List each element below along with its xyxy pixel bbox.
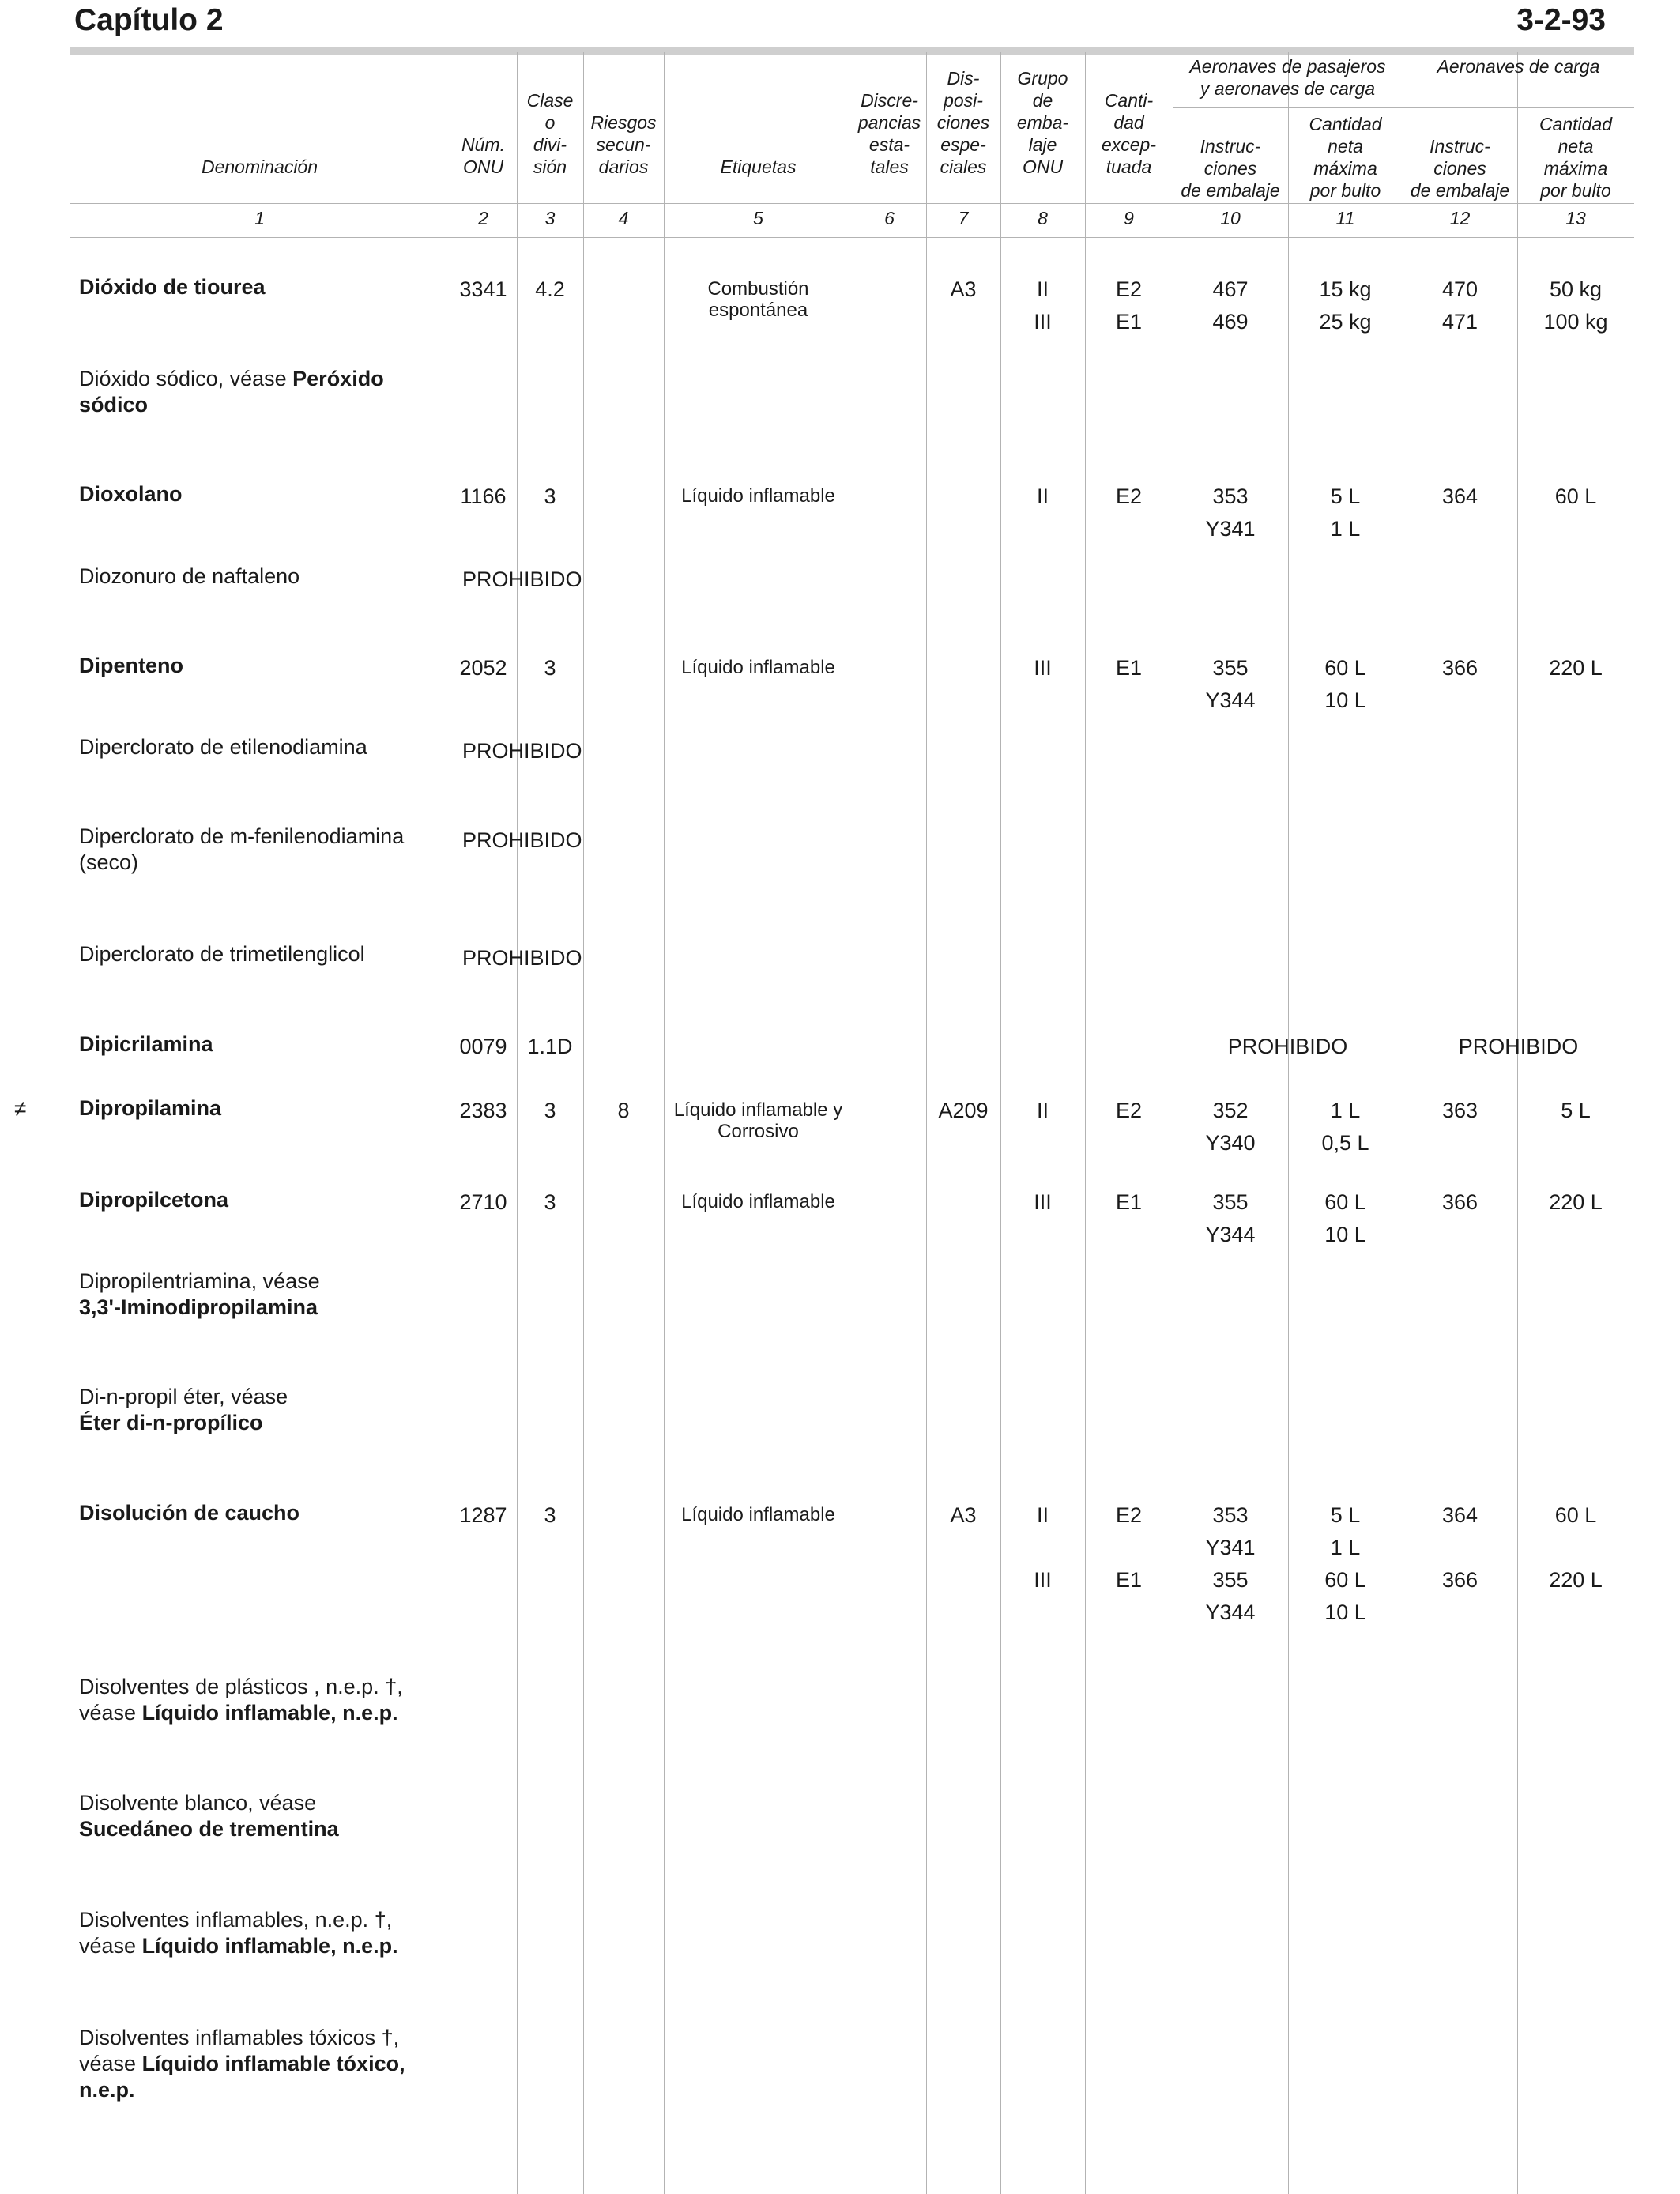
cell-qty-passenger: 5 L 1 L 60 L 10 L <box>1324 1503 1366 1624</box>
cell-pi-cargo: 470 471 <box>1441 277 1478 334</box>
cell-label: Líquido inflamable <box>681 485 835 507</box>
table-row-name: Dipropilentriamina, véase 3,3'-Iminodipropilamina <box>79 1269 320 1319</box>
cell-excepted-qty: E1 <box>1115 1190 1143 1214</box>
table-row-name: Diperclorato de trimetilenglicol <box>79 942 365 966</box>
cell-label: Líquido inflamable <box>681 657 835 678</box>
col-header-riesgos: Riesgos secun- darios <box>590 112 657 177</box>
cell-pi-passenger: 355 Y344 <box>1205 656 1256 712</box>
table-row-name: Diperclorato de m-fenilenodiamina (seco) <box>79 824 405 874</box>
cell-pi-passenger: 355 Y344 <box>1205 1190 1256 1246</box>
table-row-name: Disolventes inflamables, n.e.p. †, véase Líquido inflamable, n.e.p. <box>79 1908 398 1958</box>
cell-class: 3 <box>544 1503 556 1527</box>
cell-pi-passenger: 353 Y341 355 Y344 <box>1205 1503 1256 1624</box>
cell-un-number: 1166 <box>460 484 507 508</box>
cell-excepted-qty: E2 <box>1115 484 1143 508</box>
cell-un-number: 2383 <box>459 1099 507 1122</box>
cell-un-number: 3341 <box>459 277 507 301</box>
col-number: 12 <box>1449 208 1471 228</box>
cell-special-provisions: A3 <box>950 277 977 301</box>
cell-un-number: 2052 <box>459 656 507 680</box>
cell-class: 3 <box>544 1190 556 1214</box>
group-header-passenger-aircraft: Aeronaves de pasajeros y aeronaves de carga <box>1189 56 1386 99</box>
col-header-denominacion: Denominación <box>201 156 318 177</box>
col-number: 10 <box>1220 208 1241 228</box>
prohibited-status: PROHIBIDO <box>462 946 582 970</box>
cell-class: 3 <box>544 656 556 680</box>
cell-pi-cargo: 364 366 <box>1441 1503 1478 1592</box>
col-header-instrucciones-pax: Instruc- ciones de embalaje <box>1181 136 1280 201</box>
cell-label: Líquido inflamable <box>681 1504 835 1525</box>
table-row-name: Dipicrilamina <box>79 1032 213 1056</box>
cell-qty-cargo: 60 L 220 L <box>1549 1503 1603 1592</box>
cell-pi-passenger: 352 Y340 <box>1205 1099 1256 1155</box>
cell-qty-passenger: 60 L 10 L <box>1324 1190 1366 1246</box>
col-number: 9 <box>1124 208 1134 228</box>
cell-packing-group: II <box>1036 1099 1049 1122</box>
table-row-name: Dipropilcetona <box>79 1188 229 1212</box>
cell-qty-cargo: 60 L <box>1554 484 1597 508</box>
page-number: 3-2-93 <box>1516 3 1606 37</box>
cell-special-provisions: A209 <box>938 1099 989 1122</box>
column-number-rule <box>70 237 1634 238</box>
col-number: 4 <box>618 208 629 228</box>
col-header-grupo-embalaje: Grupo de emba- laje ONU <box>1016 68 1069 177</box>
cell-packing-group: III <box>1034 656 1052 680</box>
table-row-name: Disolventes inflamables tóxicos †, véase Líquido inflamable tóxico, n.e.p. <box>79 2026 405 2102</box>
cell-excepted-qty: E2 E1 <box>1115 1503 1143 1592</box>
cell-class: 4.2 <box>535 277 565 301</box>
cell-qty-passenger: 15 kg 25 kg <box>1319 277 1372 334</box>
cell-packing-group: II <box>1036 484 1049 508</box>
cell-pi-passenger: 353 Y341 <box>1205 484 1256 541</box>
table-row-name: Disolventes de plásticos , n.e.p. †, véase Líquido inflamable, n.e.p. <box>79 1675 403 1725</box>
cell-class: 3 <box>544 1099 556 1122</box>
cell-qty-cargo: 220 L <box>1549 656 1603 680</box>
group-header-rule <box>1173 107 1634 108</box>
col-header-discrepancias: Discre- pancias esta- tales <box>857 90 921 177</box>
prohibited-status: PROHIBIDO <box>462 828 582 852</box>
cell-subsidiary-risk: 8 <box>617 1099 630 1122</box>
cell-pi-cargo: 363 <box>1441 1099 1478 1122</box>
table-row-name: Dipenteno <box>79 654 183 677</box>
cell-qty-cargo: 50 kg 100 kg <box>1543 277 1608 334</box>
cell-pi-passenger: 467 469 <box>1212 277 1249 334</box>
cell-special-provisions: A3 <box>950 1503 977 1527</box>
col-header-cantidad-pax: Cantidad neta máxima por bulto <box>1309 114 1382 201</box>
col-header-cantidad-exceptuada: Canti- dad excep- tuada <box>1101 90 1157 177</box>
cell-un-number: 1287 <box>459 1503 507 1527</box>
cell-excepted-qty: E1 <box>1115 656 1143 680</box>
col-header-clase: Clase o divi- sión <box>526 90 574 177</box>
cell-label: Líquido inflamable y Corrosivo <box>673 1099 843 1142</box>
table-row-name: Dióxido sódico, véase Peróxido sódico <box>79 367 384 417</box>
cell-packing-group: II III <box>1034 1503 1052 1592</box>
col-number: 1 <box>254 208 265 228</box>
header-bottom-rule <box>70 203 1634 204</box>
cell-label: Líquido inflamable <box>681 1191 835 1212</box>
cell-un-number: 2710 <box>459 1190 507 1214</box>
cell-qty-cargo: 5 L <box>1561 1099 1591 1122</box>
cell-pi-cargo: 366 <box>1441 1190 1478 1214</box>
col-number: 7 <box>958 208 969 228</box>
col-number: 11 <box>1335 208 1355 228</box>
table-row-name: Dipropilamina <box>79 1096 222 1120</box>
table-row-name: Disolvente blanco, véase Sucedáneo de trementina <box>79 1791 339 1841</box>
cell-excepted-qty: E2 E1 <box>1115 277 1143 334</box>
cell-packing-group: II III <box>1034 277 1052 334</box>
col-header-cantidad-cargo: Cantidad neta máxima por bulto <box>1539 114 1613 201</box>
col-header-etiquetas: Etiquetas <box>720 156 797 177</box>
cell-qty-passenger: 5 L 1 L <box>1330 484 1361 541</box>
table-row-name: Disolución de caucho <box>79 1501 300 1525</box>
prohibited-status: PROHIBIDO <box>462 739 582 763</box>
cell-class: 1.1D <box>527 1035 573 1058</box>
table-row-name: Di-n-propil éter, véase Éter di-n-propílico <box>79 1385 288 1434</box>
cell-pi-cargo: 364 <box>1441 484 1478 508</box>
table-row-name: Diozonuro de naftaleno <box>79 564 300 588</box>
cell-qty-passenger: 1 L 0,5 L <box>1321 1099 1369 1155</box>
col-number: 8 <box>1038 208 1048 228</box>
prohibited-status: PROHIBIDO <box>462 567 582 591</box>
prohibited-status-cargo: PROHIBIDO <box>1458 1035 1579 1058</box>
col-number: 2 <box>478 208 488 228</box>
col-number: 6 <box>884 208 895 228</box>
col-number: 3 <box>544 208 556 228</box>
col-header-disposiciones: Dis- posi- ciones espe- ciales <box>936 68 990 177</box>
table-row-name: Dióxido de tiourea <box>79 275 266 299</box>
cell-qty-passenger: 60 L 10 L <box>1324 656 1366 712</box>
chapter-title: Capítulo 2 <box>74 3 224 37</box>
col-number: 5 <box>753 208 763 228</box>
table-row-name: Dioxolano <box>79 482 183 506</box>
cell-un-number: 0079 <box>459 1035 507 1058</box>
change-mark: ≠ <box>14 1096 27 1121</box>
prohibited-status-passenger: PROHIBIDO <box>1227 1035 1348 1058</box>
cell-packing-group: III <box>1034 1190 1052 1214</box>
cell-label: Combustión espontánea <box>707 278 809 321</box>
cell-qty-cargo: 220 L <box>1549 1190 1603 1214</box>
col-header-num-onu: Núm. ONU <box>461 134 505 177</box>
group-header-cargo-aircraft: Aeronaves de carga <box>1437 56 1600 77</box>
cell-pi-cargo: 366 <box>1441 656 1478 680</box>
table-row-name: Diperclorato de etilenodiamina <box>79 735 367 759</box>
cell-excepted-qty: E2 <box>1115 1099 1143 1122</box>
col-number: 13 <box>1565 208 1586 228</box>
col-header-instrucciones-cargo: Instruc- ciones de embalaje <box>1410 136 1510 201</box>
cell-class: 3 <box>544 484 556 508</box>
header-rule <box>70 47 1634 55</box>
